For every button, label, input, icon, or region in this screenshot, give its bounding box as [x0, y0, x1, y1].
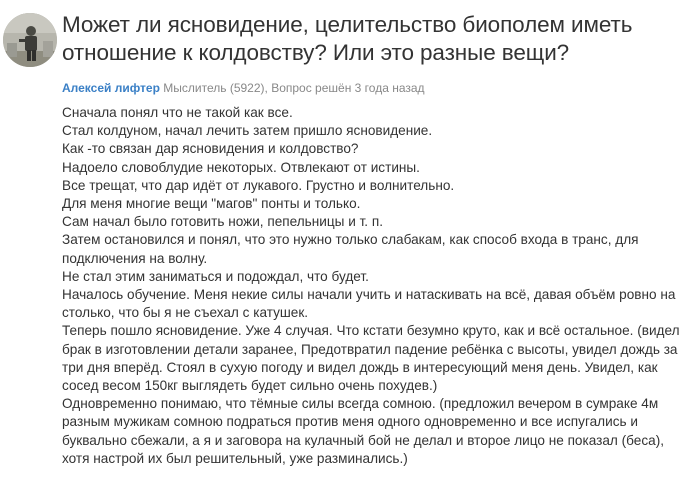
body-line: Началось обучение. Меня некие силы начали учить и натаскивать на всё, давая объём ровно на столько, что бы я не съехал с катушек. — [62, 287, 676, 321]
body-line: Затем остановился и понял, что это нужно только слабакам, как способ входа в транс, для подключения на волну. — [62, 232, 639, 266]
body-line: Не стал этим заниматься и подождал, что будет. — [62, 268, 369, 284]
question-meta — [62, 80, 425, 96]
avatar[interactable] — [3, 13, 57, 67]
body-line: Сам начал было готовить ножи, пепельницы и т. п. — [62, 214, 383, 230]
body-line: Одновременно понимаю, что тёмные силы всегда сомною. (предложил вечером в сумраке 4м разным мужикам сомною подраться против меня одного одновременно и все испугались и буквально сбежали, а я и заговора на кулачный бой не делал и второе лицо не показал (беса), хотя настрой их был решительный, уже разминались.) — [62, 396, 665, 466]
body-line: Все трещат, что дар идёт от лукавого. Грустно и волнительно. — [62, 177, 455, 193]
question-title: Может ли ясновидение, целительство биополем иметь отношение к колдовству? Или это разные вещи? — [62, 12, 633, 65]
body-line: Теперь пошло ясновидение. Уже 4 случая. Что кстати безумно круто, как и всё остальное. (видел брак в изготовлении детали заранее, Предотвратил падение ребёнка с высоты, увидел дождь за три дня вперёд. Стоял в сухую погоду и видел дождь в интересующий меня день. Увидел, как сосед весом 150кг выглядеть будет сильно очень похудев.) — [62, 323, 680, 394]
body-line: Стал колдуном, начал лечить затем пришло ясновидение. — [62, 123, 433, 139]
body-line: Сначала понял что не такой как все. — [62, 105, 293, 120]
author-name-link[interactable]: Алексей лифтер — [62, 81, 160, 95]
body-line: Для меня многие вещи "магов" понты и только. — [62, 196, 361, 212]
user-avatar-icon — [3, 13, 57, 67]
author-rank: Мыслитель (5922), — [163, 81, 268, 95]
question-status: Вопрос решён 3 года назад — [271, 81, 425, 95]
body-line: Как -то связан дар ясновидения и колдовство? — [62, 141, 359, 157]
question-body — [62, 104, 694, 468]
body-line: Надоело словоблудие некоторых. Отвлекают от истины. — [62, 159, 420, 175]
